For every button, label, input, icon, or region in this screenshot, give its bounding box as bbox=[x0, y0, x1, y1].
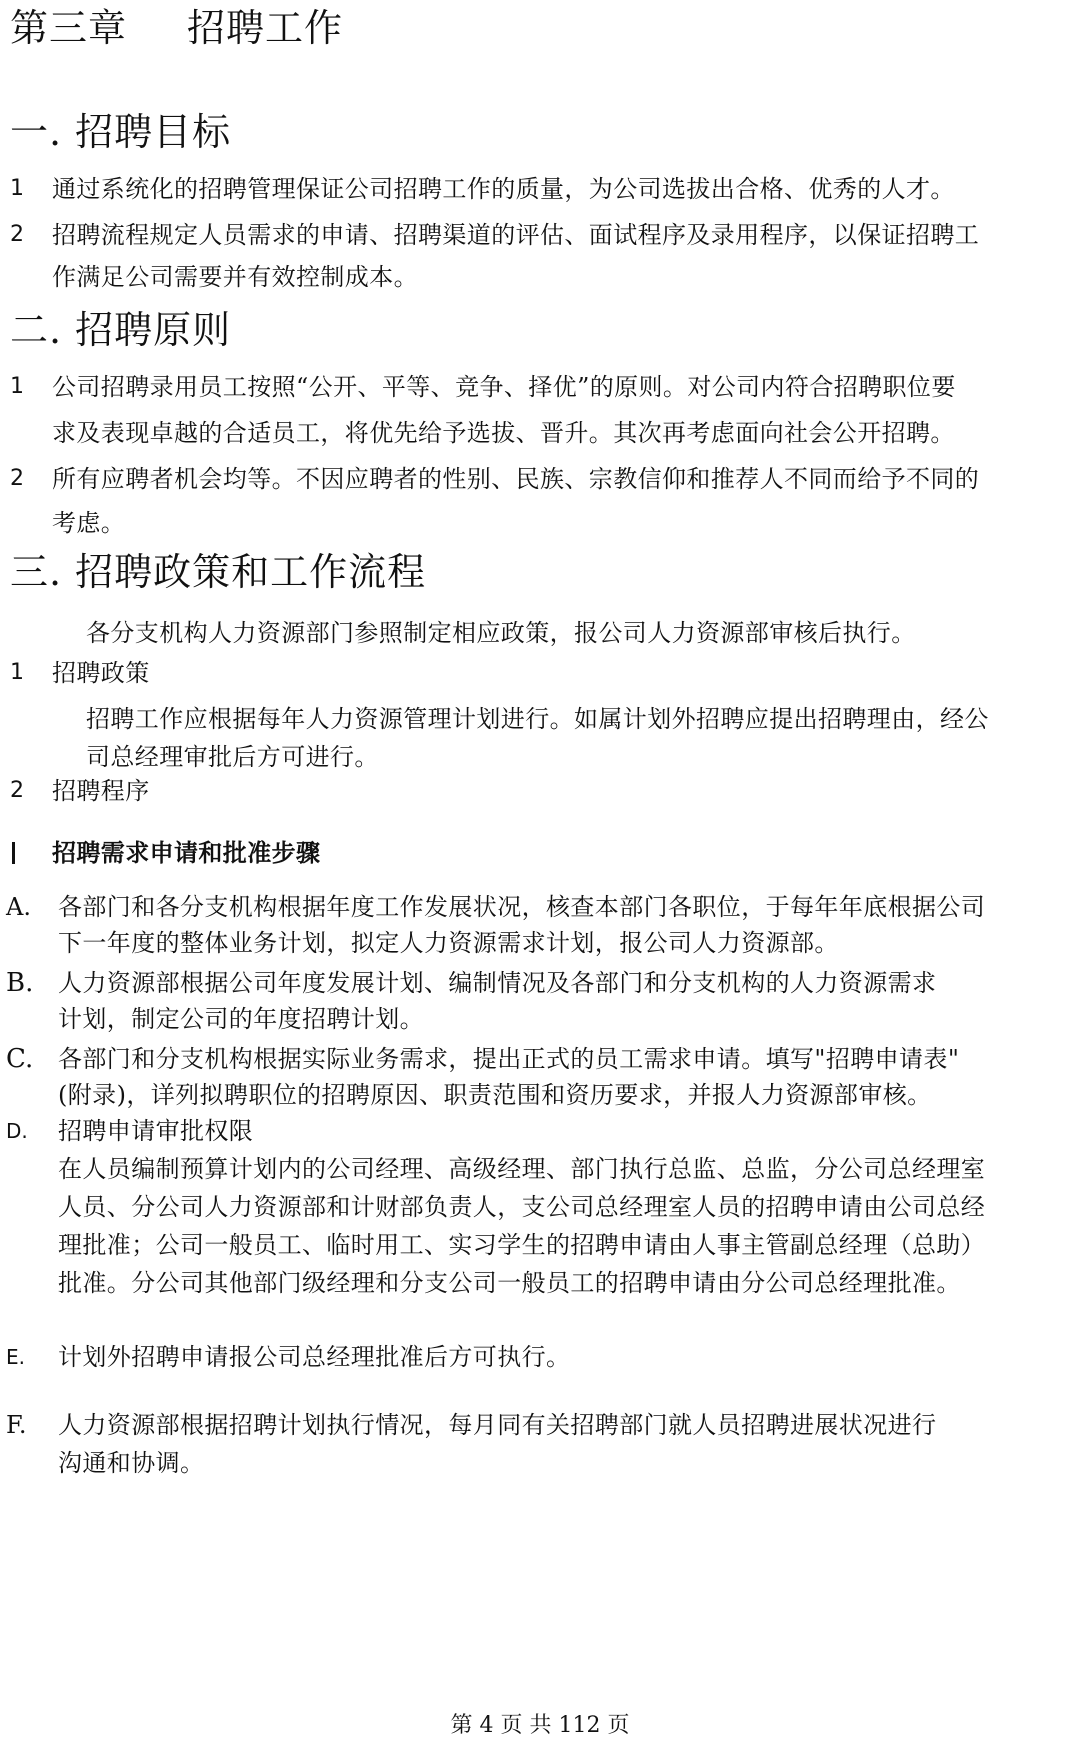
section-heading-policy-process: 三. 招聘政策和工作流程 bbox=[10, 550, 427, 594]
paragraph-line: 招聘流程规定人员需求的申请、招聘渠道的评估、面试程序及录用程序，以保证招聘工 bbox=[52, 221, 980, 249]
list-number: 2 bbox=[10, 778, 24, 803]
paragraph-line: 下一年度的整体业务计划，拟定人力资源需求计划，报公司人力资源部。 bbox=[58, 929, 839, 957]
paragraph-line: 通过系统化的招聘管理保证公司招聘工作的质量，为公司选拔出合格、优秀的人才。 bbox=[52, 175, 955, 203]
step-label: C. bbox=[6, 1044, 34, 1074]
subsection-title-procedure: 招聘程序 bbox=[52, 777, 150, 805]
paragraph-line: 沟通和协调。 bbox=[58, 1449, 205, 1477]
paragraph-line: 公司招聘录用员工按照“公开、平等、竞争、择优”的原则。对公司内符合招聘职位要 bbox=[52, 373, 956, 401]
chapter-title: 招聘工作 bbox=[187, 6, 344, 50]
section-intro: 各分支机构人力资源部门参照制定相应政策，报公司人力资源部审核后执行。 bbox=[86, 619, 916, 647]
bullet-bar bbox=[12, 842, 15, 864]
step-label: F. bbox=[6, 1411, 27, 1439]
step-label: A. bbox=[6, 893, 31, 921]
paragraph-line: 所有应聘者机会均等。不因应聘者的性别、民族、宗教信仰和推荐人不同而给予不同的 bbox=[52, 465, 980, 493]
paragraph-line: 计划外招聘申请报公司总经理批准后方可执行。 bbox=[58, 1343, 571, 1371]
paragraph-line: 招聘工作应根据每年人力资源管理计划进行。如属计划外招聘应提出招聘理由，经公 bbox=[86, 705, 989, 733]
paragraph-line: 人力资源部根据公司年度发展计划、编制情况及各部门和分支机构的人力资源需求 bbox=[58, 969, 937, 997]
paragraph-line: 各部门和各分支机构根据年度工作发展状况，核查本部门各职位，于每年年底根据公司 bbox=[58, 893, 986, 921]
page-footer: 第 4 页 共 112 页 bbox=[450, 1713, 630, 1738]
list-number: 2 bbox=[10, 466, 24, 491]
paragraph-line: 在人员编制预算计划内的公司经理、高级经理、部门执行总监、总监，分公司总经理室 bbox=[58, 1155, 986, 1183]
paragraph-line: 考虑。 bbox=[52, 509, 126, 537]
list-number: 2 bbox=[10, 222, 24, 247]
paragraph-line: 人力资源部根据招聘计划执行情况，每月同有关招聘部门就人员招聘进展状况进行 bbox=[58, 1411, 937, 1439]
step-label: E. bbox=[6, 1345, 25, 1369]
section-heading-principles: 二. 招聘原则 bbox=[10, 308, 232, 352]
paragraph-line: 计划，制定公司的年度招聘计划。 bbox=[58, 1005, 424, 1033]
subsection-title-policy: 招聘政策 bbox=[52, 659, 150, 687]
step-label: B. bbox=[6, 968, 34, 998]
paragraph-line: 求及表现卓越的合适员工，将优先给予选拔、晋升。其次再考虑面向社会公开招聘。 bbox=[52, 419, 955, 447]
paragraph-line: 人员、分公司人力资源部和计财部负责人，支公司总经理室人员的招聘申请由公司总经 bbox=[58, 1193, 986, 1221]
list-number: 1 bbox=[10, 374, 24, 399]
paragraph-line: (附录)，详列拟聘职位的招聘原因、职责范围和资历要求，并报人力资源部审核。 bbox=[58, 1081, 932, 1109]
section-heading-goals: 一. 招聘目标 bbox=[10, 110, 232, 154]
list-number: 1 bbox=[10, 176, 24, 201]
paragraph-line: 作满足公司需要并有效控制成本。 bbox=[52, 263, 418, 291]
paragraph-line: 理批准；公司一般员工、临时用工、实习学生的招聘申请由人事主管副总经理（总助） bbox=[58, 1231, 986, 1259]
chapter-number: 第三章 bbox=[10, 6, 128, 50]
paragraph-line: 各部门和分支机构根据实际业务需求，提出正式的员工需求申请。填写"招聘申请表" bbox=[58, 1045, 960, 1073]
paragraph-line: 批准。分公司其他部门级经理和分支公司一般员工的招聘申请由分公司总经理批准。 bbox=[58, 1269, 961, 1297]
subheading-steps: 招聘需求申请和批准步骤 bbox=[52, 838, 321, 867]
paragraph-line: 招聘申请审批权限 bbox=[58, 1117, 254, 1145]
paragraph-line: 司总经理审批后方可进行。 bbox=[86, 743, 379, 771]
list-number: 1 bbox=[10, 660, 24, 685]
chapter-heading bbox=[10, 4, 343, 52]
step-label: D. bbox=[6, 1119, 28, 1143]
